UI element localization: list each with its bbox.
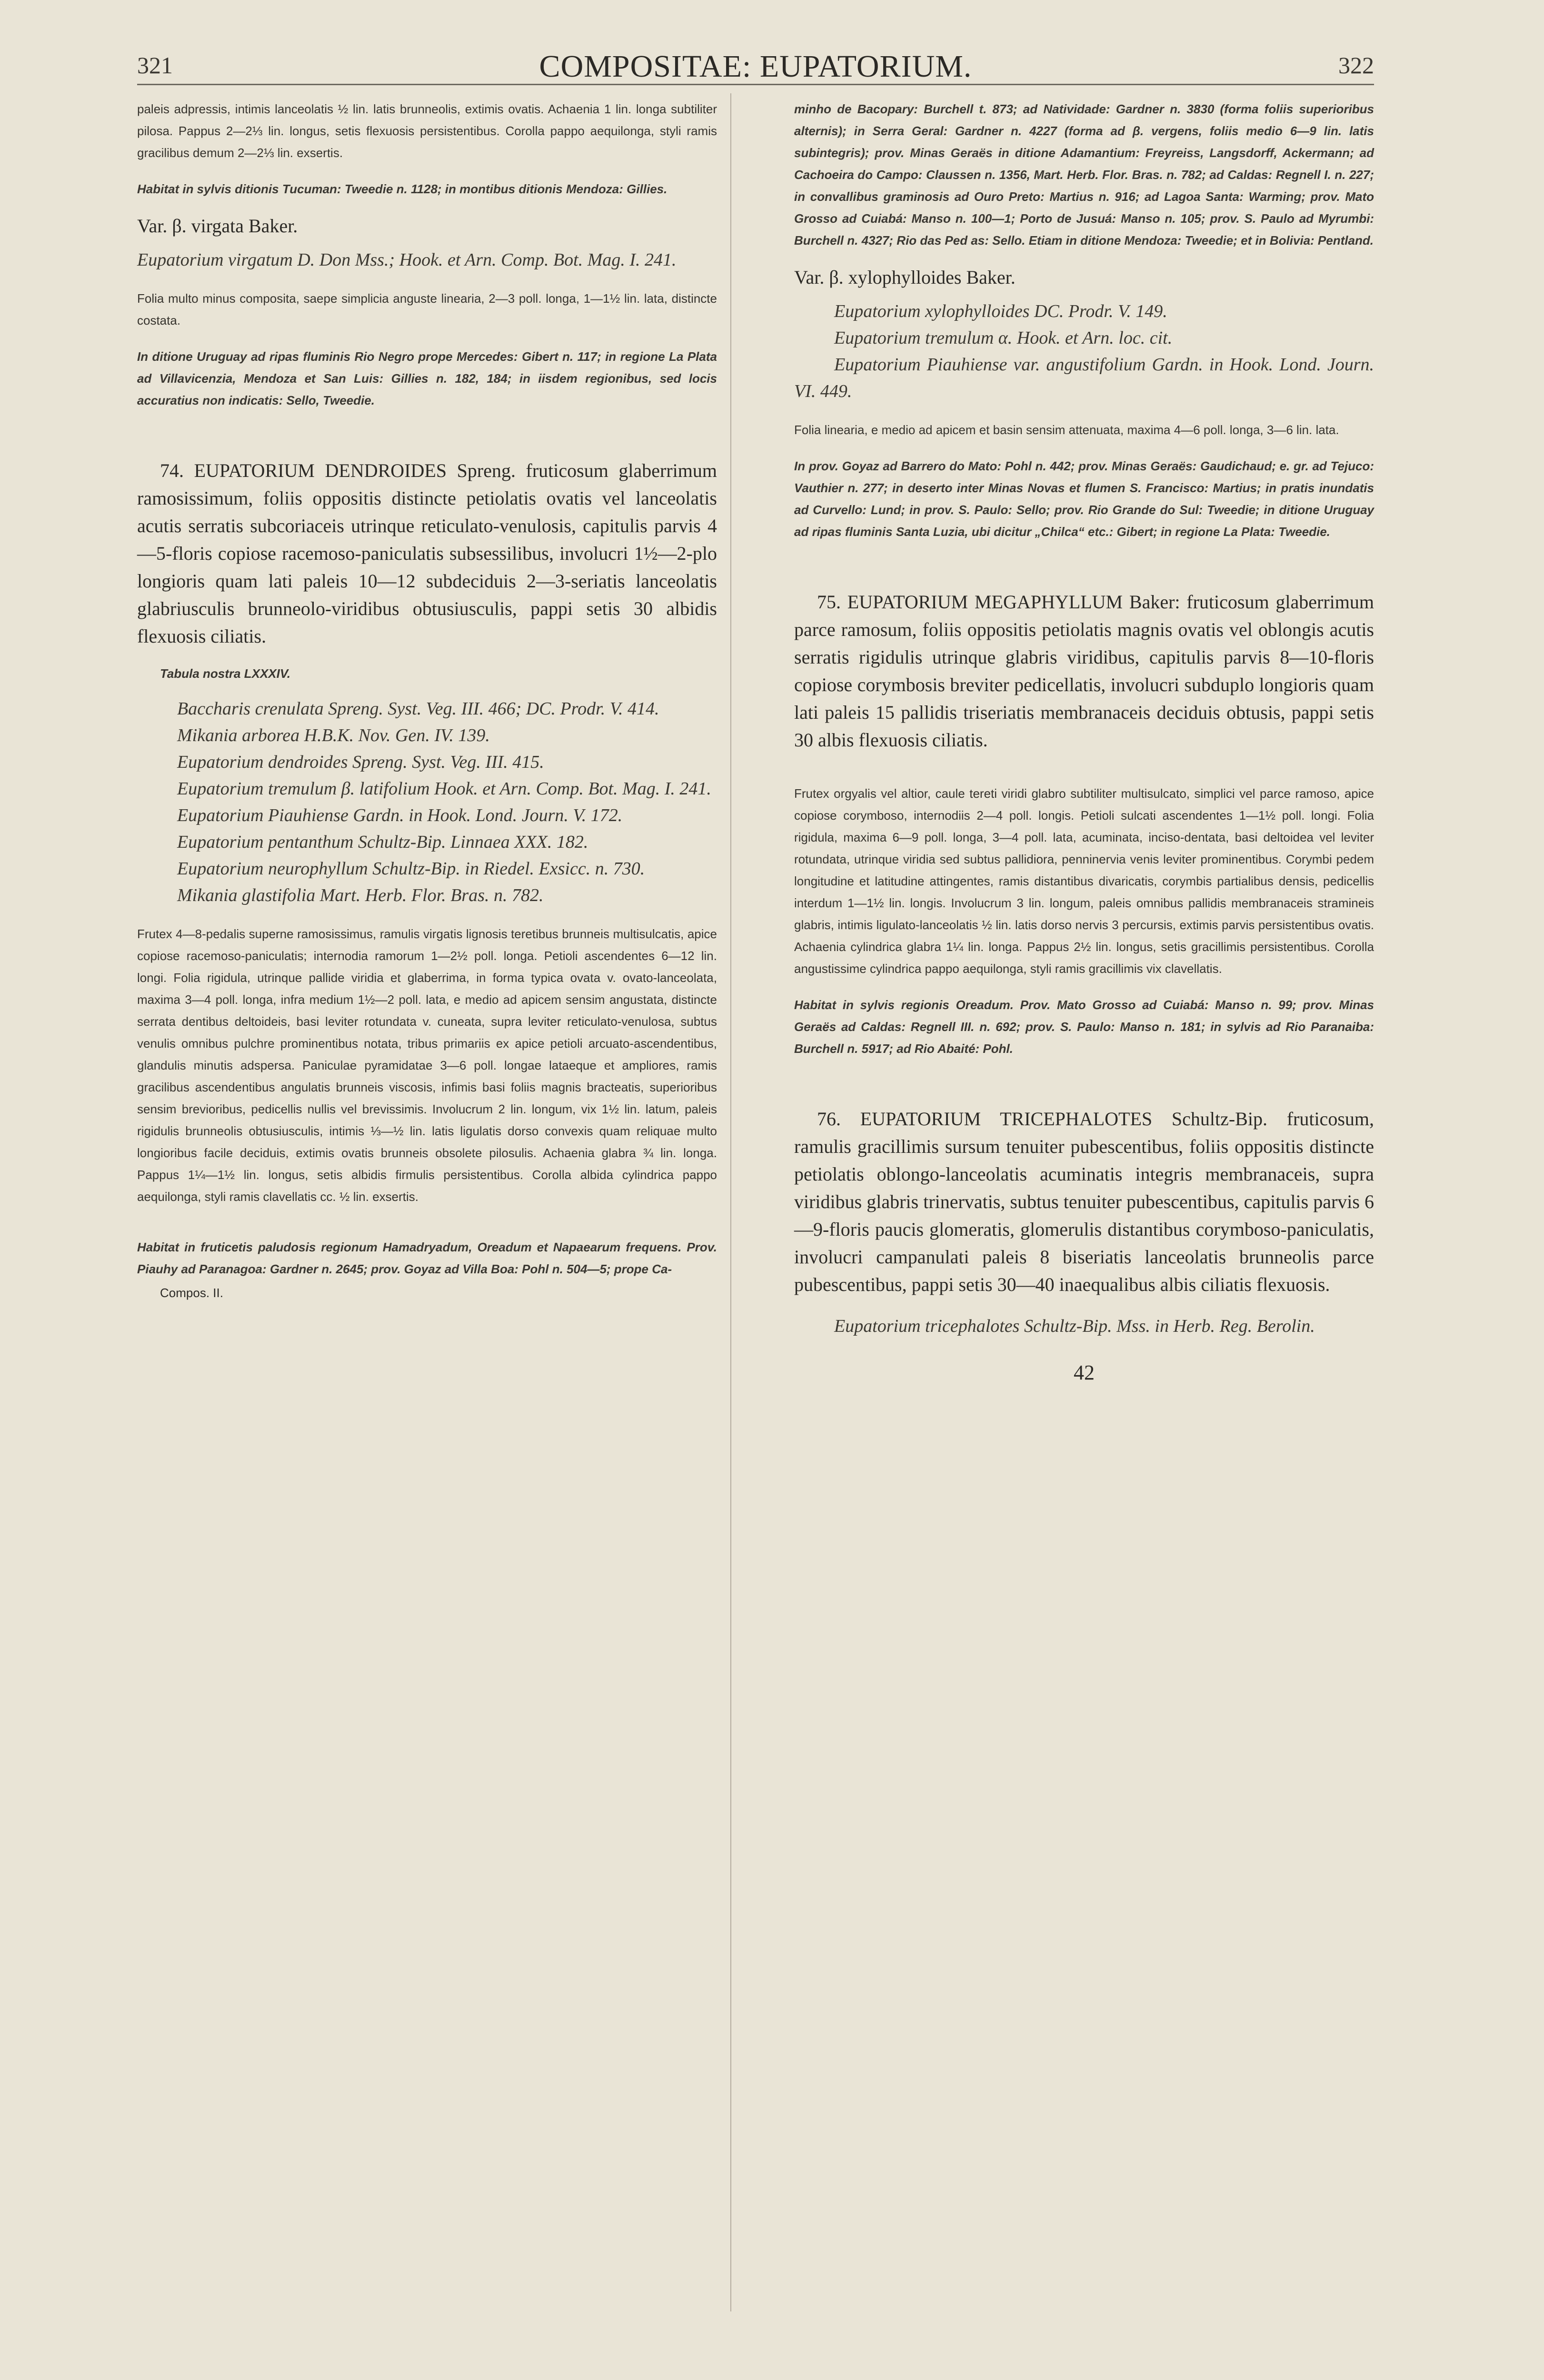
synonym: Eupatorium neurophyllum Schultz-Bip. in Riedel. Exsicc. n. 730. [177, 859, 645, 879]
column-divider [730, 93, 731, 2311]
plate-reference: Tabula nostra LXXXIV. [160, 666, 291, 681]
synonym: Eupatorium tricephalotes Schultz-Bip. Mss. in Herb. Reg. Berolin. [834, 1316, 1315, 1336]
species-76-diagnosis: 76. EUPATORIUM TRICEPHALOTES Schultz-Bip. fruticosum, ramulis gracillimis sursum tenuiter pubescentibus, foliis oppositis distincte petiolatis oblongo-lanceolatis acuminatis integris membranaceis, supra viridibus glabris trinervatis, subtus tenuiter pubescentibus, capitulis parvis 6—9-floris paucis glomeratis, glomerulis distantibus corymboso-paniculatis, involucri campanulati paleis 8 biseriatis lanceolatis brunneolis parce pubescentibus, pappi setis 30—40 inaequalibus albis ciliatis flexuosis. [794, 1108, 1374, 1295]
variety-heading: Var. β. virgata Baker. [137, 215, 298, 237]
synonym: Mikania arborea H.B.K. Nov. Gen. IV. 139. [177, 725, 490, 745]
species-74-diagnosis: 74. EUPATORIUM DENDROIDES Spreng. fruticosum glaberrimum ramosissimum, foliis oppositis distincte petiolatis ovatis vel lanceolatis acutis serratis subcoriaceis utrinque reticulato-venulosis, capitulis parvis 4—5-floris copiose racemoso-paniculatis subsessilibus, involucri 1½—2-plo longioris quam lati paleis 10—12 subdeciduis 2—3-seriatis lanceolatis glabriusculis brunneolo-viridibus obtusiusculis, pappi setis 30 albidis flexuosis ciliatis. [137, 460, 717, 647]
paragraph: paleis adpressis, intimis lanceolatis ½ lin. latis brunneolis, extimis ovatis. Achaenia 1 lin. longa subtiliter pilosa. Pappus 2—2⅓ lin. longus, setis flexuosis persistentibus. Corolla pappo aequilonga, styli ramis gracilibus demum 2—2⅓ lin. exsertis. [137, 102, 717, 160]
paragraph: Folia linearia, e medio ad apicem et basin sensim attenuata, maxima 4—6 poll. longa, 3—6 lin. lata. [794, 423, 1339, 437]
synonym: Eupatorium tremulum β. latifolium Hook. et Arn. Comp. Bot. Mag. I. 241. [177, 779, 711, 799]
paragraph: Folia multo minus composita, saepe simplicia anguste linearia, 2—3 poll. longa, 1—1½ lin. lata, distincte costata. [137, 291, 717, 327]
species-75-description: Frutex orgyalis vel altior, caule tereti viridi glabro subtiliter multisulcato, simplici vel parce ramoso, apice copiose corymboso, internodiis 2—4 poll. longis. Petioli sulcati ascendentes 1—1½ poll. longi. Folia rigidula, maxima 6—9 poll. longa, 3—4 poll. lata, acuminata, inciso-dentata, basi deltoidea vel leviter rotundata, utrinque viridia sed subtus pallidiora, penninervia venis leviter prominentibus. Corymbi pedem longitudine et latitudine attingentes, ramis distantibus divaricatis, corymbis partialibus densis, pedicellis interdum 1—1½ lin. longis. Involucrum 3 lin. longum, paleis omnibus pallidis membranaceis stramineis glabris, intimis ligulato-lanceolatis ½ lin. latis dorso nervis 3 percursis, extimis parvis persistentibus ovatis. Achaenia cylindrica glabra 1¼ lin. longa. Pappus 2½ lin. longus, setis gracillimis persistentibus. Corolla angustissime cylindrica pappo aequilonga, styli ramis gracillimis vix clavellatis. [794, 786, 1374, 976]
species-75-diagnosis: 75. EUPATORIUM MEGAPHYLLUM Baker: fruticosum glaberrimum parce ramosum, foliis oppositis petiolatis magnis ovatis vel oblongis acutis serratis rigidulis utrinque glabris viridibus, capitulis parvis 8—10-floris copiose corymbosis breviter pedicellatis, involucri subduplo longioris quam lati paleis 15 pallidis triseriatis membranaceis deciduis obtusis, pappi setis 30 albis flexuosis ciliatis. [794, 591, 1374, 751]
habitat-paragraph: Habitat in fruticetis paludosis regionum Hamadryadum, Oreadum et Napaearum frequens. Prov. Piauhy ad Paranagoa: Gardner n. 2645; prov. Goyaz ad Villa Boa: Pohl n. 504—5; prope Ca- [137, 1240, 717, 1276]
synonym: Eupatorium Piauhiense Gardn. in Hook. Lond. Journ. V. 172. [177, 805, 623, 825]
synonym: Eupatorium xylophylloides DC. Prodr. V. 149. [834, 301, 1167, 321]
synonym: Eupatorium dendroides Spreng. Syst. Veg. III. 415. [177, 752, 544, 772]
synonym: Eupatorium tremulum α. Hook. et Arn. loc. cit. [834, 328, 1173, 348]
habitat-paragraph: Habitat in sylvis regionis Oreadum. Prov. Mato Grosso ad Cuiabá: Manso n. 99; prov. Minas Geraës ad Caldas: Regnell III. n. 692; prov. S. Paulo: Manso n. 181; in sylvis ad Rio Paranaiba: Burchell n. 5917; ad Rio Abaité: Pohl. [794, 998, 1374, 1056]
variety-heading: Var. β. xylophylloides Baker. [794, 267, 1016, 288]
synonym: Eupatorium virgatum D. Don Mss.; Hook. et Arn. Comp. Bot. Mag. I. 241. [137, 250, 677, 270]
right-column [794, 98, 1374, 1385]
synonym: Eupatorium pentanthum Schultz-Bip. Linnaea XXX. 182. [177, 832, 588, 852]
locality-paragraph: In ditione Uruguay ad ripas fluminis Rio Negro prope Mercedes: Gibert n. 117; in regione La Plata ad Villavicenzia, Mendoza et San Luis: Gillies n. 182, 184; in iisdem regionibus, sed locis accuratius non indicatis: Sello, Tweedie. [137, 349, 717, 407]
synonym: Mikania glastifolia Mart. Herb. Flor. Bras. n. 782. [177, 885, 544, 905]
locality-paragraph: In prov. Goyaz ad Barrero do Mato: Pohl n. 442; prov. Minas Geraës: Gaudichaud; e. gr. ad Tejuco: Vauthier n. 277; in deserto inter Minas Novas et flumen S. Francisco: Martius; in pratis inundatis ad Curvello: Lund; in prov. S. Paulo: Sello; prov. Rio Grande do Sul: Tweedie; in ditione Uruguay ad ripas fluminis Santa Luzia, ubi dicitur „Chilca“ etc.: Gibert; in regione La Plata: Tweedie. [794, 459, 1374, 539]
left-column [137, 98, 717, 1300]
signature-mark: Compos. II. [160, 1286, 223, 1300]
locality-paragraph: minho de Bacopary: Burchell t. 873; ad Natividade: Gardner n. 3830 (forma foliis superioribus alternis); in Serra Geral: Gardner n. 4227 (forma ad β. vergens, foliis medio 6—9 lin. latis subintegris); prov. Minas Geraës in ditione Adamantium: Freyreiss, Langsdorff, Ackermann; ad Cachoeira do Campo: Claussen n. 1356, Mart. Herb. Flor. Bras. n. 782; ad Caldas: Regnell I. n. 227; in convallibus graminosis ad Ouro Preto: Martius n. 916; ad Lagoa Santa: Warming; prov. Mato Grosso ad Cuiabá: Manso n. 100—1; Porto de Jusuá: Manso n. 105; prov. S. Paulo ad Myrumbi: Burchell n. 4327; Rio das Ped as: Sello. Etiam in ditione Mendoza: Tweedie; et in Bolivia: Pentland. [794, 102, 1374, 248]
species-74-description: Frutex 4—8-pedalis superne ramosissimus, ramulis virgatis lignosis teretibus brunneis multisulcatis, apice copiose racemoso-paniculatis; internodia ramorum 1—2½ poll. longa. Petioli ascendentes 6—12 lin. longi. Folia rigidula, utrinque pallide viridia et glaberrima, in forma typica ovata v. ovato-lanceolata, maxima 3—4 poll. longa, infra medium 1½—2 poll. lata, e medio ad apicem sensim angustata, distincte serrata dentibus deltoideis, basi leviter rotundata v. cuneata, supra leviter reticulato-venulosa, subtus venulis omnibus pulchre prominentibus notata, tribus primariis ex apice petioli arcuato-ascendentibus, glandulis minutis adspersa. Paniculae pyramidatae 3—6 poll. longae lataeque et ampliores, ramis gracilibus ascendentibus angulatis brunneis viscosis, infimis basi foliis magnis bracteatis, superioribus sensim brevioribus, pedicellis nullis vel brevissimis. Involucrum 2 lin. longum, vix 1½ lin. latum, paleis rigidulis brunneolis obtusiusculis, intimis ⅓—½ lin. latis ligulatis dorso convexis quam reliquae multo longioribus facile deciduis, extimis ovatis brunneis obsolete pilosulis. Achaenia glabra ¾ lin. longa. Pappus 1¼—1½ lin. longus, setis albidis firmulis persistentibus. Corolla albida cylindrica pappo aequilonga, styli ramis clavellatis cc. ½ lin. exsertis. [137, 927, 717, 1204]
running-title: COMPOSITAE: EUPATORIUM. [539, 49, 972, 84]
synonym: Eupatorium Piauhiense var. angustifolium Gardn. in Hook. Lond. Journ. VI. 449. [794, 355, 1374, 401]
page-number-right: 322 [1338, 52, 1374, 79]
page-header [137, 51, 1374, 99]
synonym: Baccharis crenulata Spreng. Syst. Veg. III. 466; DC. Prodr. V. 414. [177, 699, 659, 719]
page-number-left: 321 [137, 52, 173, 79]
habitat-paragraph: Habitat in sylvis ditionis Tucuman: Tweedie n. 1128; in montibus ditionis Mendoza: Gillies. [137, 182, 667, 196]
sheet-number: 42 [1074, 1361, 1095, 1384]
header-rule [137, 84, 1374, 85]
